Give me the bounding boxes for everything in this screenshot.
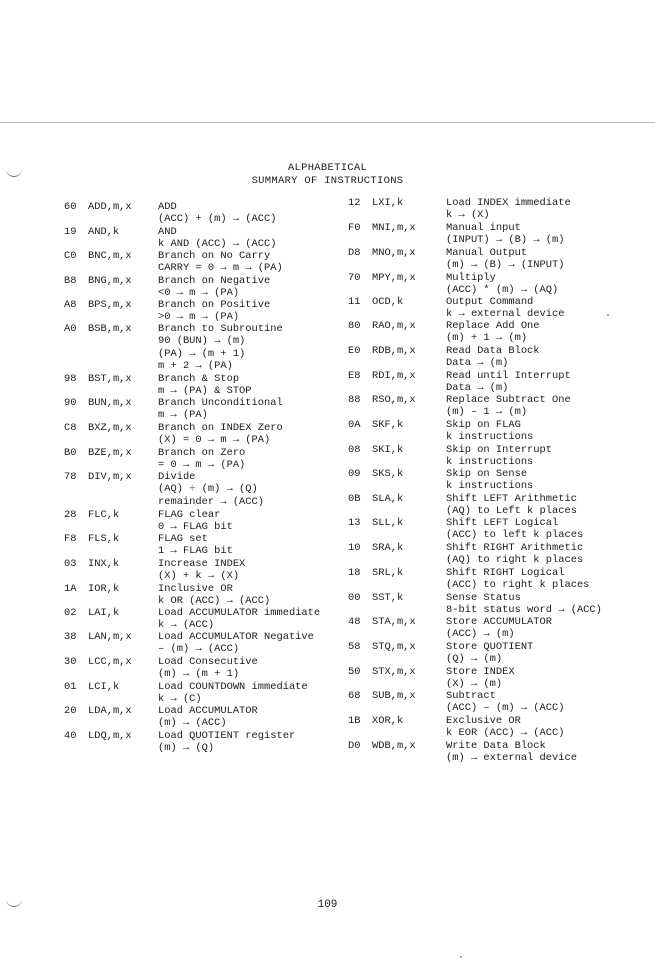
instruction-name: Load ACCUMULATOR (158, 705, 258, 717)
opcode: 30 (64, 656, 77, 668)
operation-line: (m) → (Q) (158, 742, 215, 755)
mnemonic: AND,k (88, 226, 120, 238)
operation-line: (PA) → (m + 1) (158, 347, 246, 360)
mnemonic: INX,k (88, 558, 120, 570)
mnemonic: WDB,m,x (372, 740, 416, 752)
instruction-name: FLAG set (158, 533, 208, 545)
mnemonic: RDI,m,x (372, 370, 416, 382)
operation-line: k instructions (446, 456, 534, 469)
opcode: 0A (348, 419, 361, 431)
operation-line: = 0 → m → (PA) (158, 459, 246, 472)
operation-line: k EOR (ACC) → (ACC) (446, 727, 565, 740)
instruction-name: Replace Add One (446, 320, 540, 332)
instruction-name: Load ACCUMULATOR immediate (158, 607, 321, 619)
opcode: F8 (64, 533, 77, 545)
instruction-name: Manual Output (446, 247, 528, 259)
operation-line: k instructions (446, 431, 534, 444)
operation-line: (AQ) ÷ (m) → (Q) (158, 483, 258, 496)
operation-line: remainder → (ACC) (158, 495, 265, 508)
operation-line: (m) + 1 → (m) (446, 332, 528, 345)
instruction-name: Branch on Positive (158, 299, 271, 311)
mnemonic: SKF,k (372, 419, 404, 431)
opcode: B0 (64, 447, 77, 459)
instruction-name: Store ACCUMULATOR (446, 616, 553, 628)
opcode: C0 (64, 250, 77, 262)
operation-line: (X) + k → (X) (158, 570, 240, 583)
opcode: 08 (348, 444, 361, 456)
mnemonic: LCC,m,x (88, 656, 132, 668)
opcode: 18 (348, 567, 361, 579)
opcode: 78 (64, 471, 77, 483)
instruction-name: Multiply (446, 272, 496, 284)
mnemonic: SRL,k (372, 567, 404, 579)
mnemonic: ADD,m,x (88, 201, 132, 213)
mnemonic: MNI,m,x (372, 222, 416, 234)
opcode: 60 (64, 201, 77, 213)
operation-line: (ACC) → (m) (446, 628, 515, 641)
operation-line: m → (PA) (158, 409, 208, 422)
opcode: 98 (64, 373, 77, 385)
operation-line: (AQ) to right k places (446, 554, 584, 567)
mnemonic: STQ,m,x (372, 641, 416, 653)
instruction-name: AND (158, 226, 177, 238)
opcode: 01 (64, 681, 77, 693)
instruction-name: Exclusive OR (446, 715, 521, 727)
instruction-name: Branch on Zero (158, 447, 246, 459)
opcode: E8 (348, 370, 361, 382)
mnemonic: MPY,m,x (372, 272, 416, 284)
operation-line: k → (ACC) (158, 619, 215, 632)
mnemonic: LDA,m,x (88, 705, 132, 717)
operation-line: (m) → (m + 1) (158, 668, 240, 681)
operation-line: 1 → FLAG bit (158, 545, 233, 558)
operation-line: (ACC) to right k places (446, 579, 590, 592)
instruction-name: Read Data Block (446, 345, 540, 357)
opcode: 88 (348, 394, 361, 406)
instruction-name: Shift LEFT Logical (446, 517, 559, 529)
instruction-name: Manual input (446, 222, 521, 234)
mnemonic: DIV,m,x (88, 471, 132, 483)
instruction-name: Inclusive OR (158, 583, 233, 595)
instruction-name: Load Consecutive (158, 656, 258, 668)
opcode: 68 (348, 690, 361, 702)
instruction-name: ADD (158, 201, 177, 213)
instruction-name: Branch to Subroutine (158, 323, 283, 335)
page-fold-line (0, 122, 655, 123)
mnemonic: BZE,m,x (88, 447, 132, 459)
operation-line: (m) → (B) → (INPUT) (446, 259, 565, 272)
operation-line: (ACC) – (m) → (ACC) (446, 702, 565, 715)
instruction-name: Shift LEFT Arithmetic (446, 493, 577, 505)
instruction-name: Shift RIGHT Logical (446, 567, 565, 579)
instruction-name: Branch on INDEX Zero (158, 422, 283, 434)
operation-line: (ACC) * (m) → (AQ) (446, 284, 559, 297)
title-line-1: ALPHABETICAL (287, 162, 368, 174)
operation-line: <0 → m → (PA) (158, 287, 240, 300)
operation-line: m → (PA) & STOP (158, 385, 252, 398)
operation-line: Data → (m) (446, 382, 509, 395)
mnemonic: BNC,m,x (88, 250, 132, 262)
instruction-name: Branch Unconditional (158, 397, 283, 409)
opcode: 09 (348, 468, 361, 480)
operation-line: (ACC) to left k places (446, 529, 584, 542)
instruction-name: Replace Subtract One (446, 394, 571, 406)
opcode: 28 (64, 509, 77, 521)
title-line-2: SUMMARY OF INSTRUCTIONS (251, 175, 404, 187)
operation-line: (m) → external device (446, 752, 577, 765)
mnemonic: LXI,k (372, 197, 404, 209)
instruction-name: FLAG clear (158, 509, 221, 521)
mnemonic: RDB,m,x (372, 345, 416, 357)
instruction-name: Skip on Interrupt (446, 444, 553, 456)
operation-line: k AND (ACC) → (ACC) (158, 238, 277, 251)
opcode: 1B (348, 715, 361, 727)
mnemonic: RSO,m,x (372, 394, 416, 406)
opcode: 40 (64, 730, 77, 742)
opcode: 0B (348, 493, 361, 505)
operation-line: 8-bit status word → (ACC) (446, 604, 602, 617)
instruction-name: Output Command (446, 296, 534, 308)
instruction-name: Skip on FLAG (446, 419, 521, 431)
mnemonic: IOR,k (88, 583, 120, 595)
operation-line: (X) = 0 → m → (PA) (158, 434, 271, 447)
instruction-name: Write Data Block (446, 740, 546, 752)
instruction-name: Load COUNTDOWN immediate (158, 681, 308, 693)
opcode: 10 (348, 542, 361, 554)
instruction-name: Branch on Negative (158, 275, 271, 287)
speck (607, 314, 609, 316)
mnemonic: BXZ,m,x (88, 422, 132, 434)
operation-line: 0 → FLAG bit (158, 521, 233, 534)
operation-line: k → (C) (158, 693, 202, 706)
operation-line: (Q) → (m) (446, 653, 503, 666)
instruction-name: Store INDEX (446, 666, 515, 678)
operation-line: (INPUT) → (B) → (m) (446, 234, 565, 247)
mnemonic: SLL,k (372, 517, 404, 529)
mnemonic: SLA,k (372, 493, 404, 505)
instruction-name: Branch & Stop (158, 373, 240, 385)
mnemonic: LAN,m,x (88, 631, 132, 643)
operation-line: (ACC) + (m) → (ACC) (158, 213, 277, 226)
opcode: D8 (348, 247, 361, 259)
mnemonic: OCD,k (372, 296, 404, 308)
opcode: 90 (64, 397, 77, 409)
opcode: 38 (64, 631, 77, 643)
opcode: 13 (348, 517, 361, 529)
opcode: D0 (348, 740, 361, 752)
opcode: 58 (348, 641, 361, 653)
mnemonic: XOR,k (372, 715, 404, 727)
mnemonic: MNO,m,x (372, 247, 416, 259)
mnemonic: SST,k (372, 592, 404, 604)
operation-line: CARRY = 0 → m → (PA) (158, 262, 283, 275)
opcode: 70 (348, 272, 361, 284)
operation-line: (m) – 1 → (m) (446, 406, 528, 419)
operation-line: k instructions (446, 480, 534, 493)
operation-line: (m) → (ACC) (158, 717, 227, 730)
mnemonic: SKS,k (372, 468, 404, 480)
opcode: 20 (64, 705, 77, 717)
opcode: A8 (64, 299, 77, 311)
mnemonic: BUN,m,x (88, 397, 132, 409)
operation-line: (X) → (m) (446, 678, 503, 691)
mnemonic: BSB,m,x (88, 323, 132, 335)
opcode: 48 (348, 616, 361, 628)
instruction-name: Shift RIGHT Arithmetic (446, 542, 584, 554)
opcode: F0 (348, 222, 361, 234)
operation-line: – (m) → (ACC) (158, 643, 240, 656)
mnemonic: BNG,m,x (88, 275, 132, 287)
opcode: C8 (64, 422, 77, 434)
instruction-name: Load ACCUMULATOR Negative (158, 631, 314, 643)
operation-line: (AQ) to Left k places (446, 505, 577, 518)
mnemonic: SKI,k (372, 444, 404, 456)
operation-line: 90 (BUN) → (m) (158, 335, 246, 348)
instruction-name: Read until Interrupt (446, 370, 571, 382)
mnemonic: RAO,m,x (372, 320, 416, 332)
mnemonic: SRA,k (372, 542, 404, 554)
mnemonic: FLC,k (88, 509, 120, 521)
operation-line: Data → (m) (446, 357, 509, 370)
opcode: E0 (348, 345, 361, 357)
opcode: B8 (64, 275, 77, 287)
instruction-name: Load INDEX immediate (446, 197, 571, 209)
mnemonic: STX,m,x (372, 666, 416, 678)
mnemonic: LAI,k (88, 607, 120, 619)
mnemonic: STA,m,x (372, 616, 416, 628)
mnemonic: LCI,k (88, 681, 120, 693)
mnemonic: SUB,m,x (372, 690, 416, 702)
opcode: 11 (348, 296, 361, 308)
instruction-name: Divide (158, 471, 196, 483)
mnemonic: FLS,k (88, 533, 120, 545)
operation-line: k → (X) (446, 209, 490, 222)
opcode: 80 (348, 320, 361, 332)
mnemonic: BST,m,x (88, 373, 132, 385)
operation-line: k → external device (446, 308, 565, 321)
page-number: 109 (317, 899, 338, 911)
instruction-name: Increase INDEX (158, 558, 246, 570)
mnemonic: LDQ,m,x (88, 730, 132, 742)
instruction-name: Sense Status (446, 592, 521, 604)
opcode: 03 (64, 558, 77, 570)
opcode: 00 (348, 592, 361, 604)
speck (460, 956, 462, 958)
instruction-name: Branch on No Carry (158, 250, 271, 262)
instruction-name: Load QUOTIENT register (158, 730, 296, 742)
instruction-name: Subtract (446, 690, 496, 702)
opcode: 02 (64, 607, 77, 619)
opcode: 19 (64, 226, 77, 238)
operation-line: m + 2 → (PA) (158, 359, 233, 372)
opcode: 12 (348, 197, 361, 209)
instruction-name: Store QUOTIENT (446, 641, 534, 653)
opcode: 50 (348, 666, 361, 678)
mnemonic: BPS,m,x (88, 299, 132, 311)
opcode: A0 (64, 323, 77, 335)
operation-line: >0 → m → (PA) (158, 311, 240, 324)
operation-line: k OR (ACC) → (ACC) (158, 595, 271, 608)
instruction-name: Skip on Sense (446, 468, 528, 480)
opcode: 1A (64, 583, 77, 595)
